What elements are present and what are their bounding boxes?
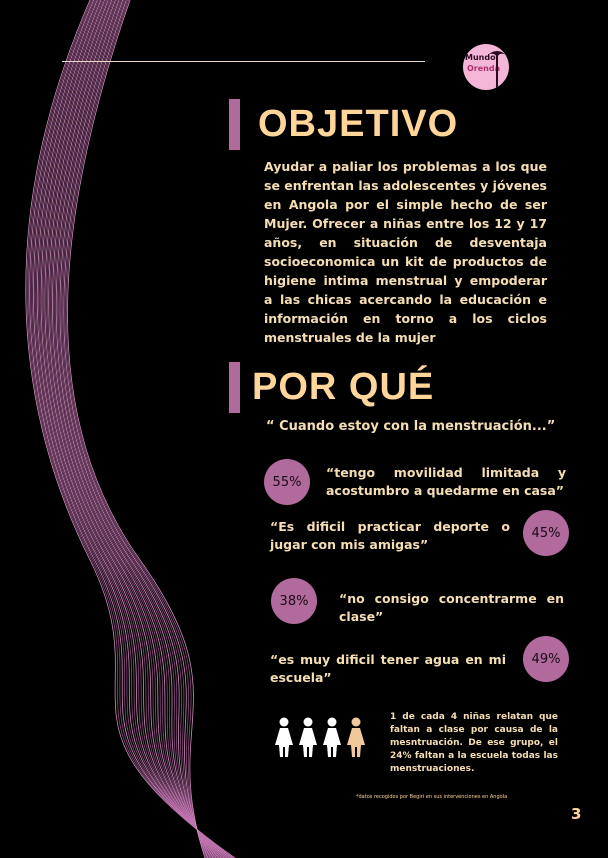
page-number: 3 [571, 805, 582, 823]
girl-figure-icon [275, 718, 293, 758]
objetivo-accent-bar [229, 99, 240, 150]
data-source-footnote: *datos recogidos por Begiri en sus intervenciones en Angola [356, 794, 508, 800]
girl-figure-icon [347, 718, 365, 758]
stat-quote-49: “es muy dificil tener agua en mi escuela” [270, 652, 506, 685]
porque-intro-quote: “ Cuando estoy con la menstruación...” [266, 419, 556, 434]
stat-quote-38: “no consigo concentrarme en clase” [339, 591, 564, 624]
porque-heading: POR QUÉ [252, 366, 435, 408]
girl-figures-icon [272, 717, 372, 759]
objetivo-paragraph: Ayudar a paliar los problemas a los que se enfrentan las adolescentes y jóvenes en Angola por el simple hecho de ser Mujer. Ofrecer a niñas entre los 12 y 17 años, en situación de desventaja socioeconomica un kit de productos de higiene intima menstrual y empoderar a las chicas acercando la educación e información en torno a los ciclos menstruales de la mujer [264, 159, 547, 345]
stat-quote-45: “Es dificil practicar deporte o jugar con mis amigas” [270, 519, 510, 552]
wave-line [62, 0, 208, 858]
objetivo-heading: OBJETIVO [258, 103, 459, 145]
stat-circle-45: 45% [523, 510, 569, 556]
stat-circle-38: 38% [271, 578, 317, 624]
stat-circle-49: 49% [523, 636, 569, 682]
stat-circle-55: 55% [264, 459, 310, 505]
wave-line [59, 0, 212, 858]
stat-quote-55: “tengo movilidad limitada y acostumbro a quedarme en casa” [326, 465, 566, 498]
wave-line [49, 0, 219, 858]
porque-accent-bar [229, 362, 240, 413]
absence-fact-text: 1 de cada 4 niñas relatan que faltan a clase por causa de la mesntruación. De ese grupo, el 24% faltan a la escuela todas las menstruaciones. [390, 712, 558, 774]
header-divider-line [62, 61, 425, 62]
wave-line [28, 0, 233, 858]
logo-text-line2: Orenda [467, 64, 500, 73]
logo-text-line1: Mundo [465, 53, 496, 62]
tree-icon [487, 48, 507, 90]
girl-figure-icon [323, 718, 341, 758]
girl-figure-icon [299, 718, 317, 758]
wave-line [60, 0, 210, 858]
mundo-orenda-logo [463, 44, 509, 90]
wave-line [64, 0, 208, 858]
